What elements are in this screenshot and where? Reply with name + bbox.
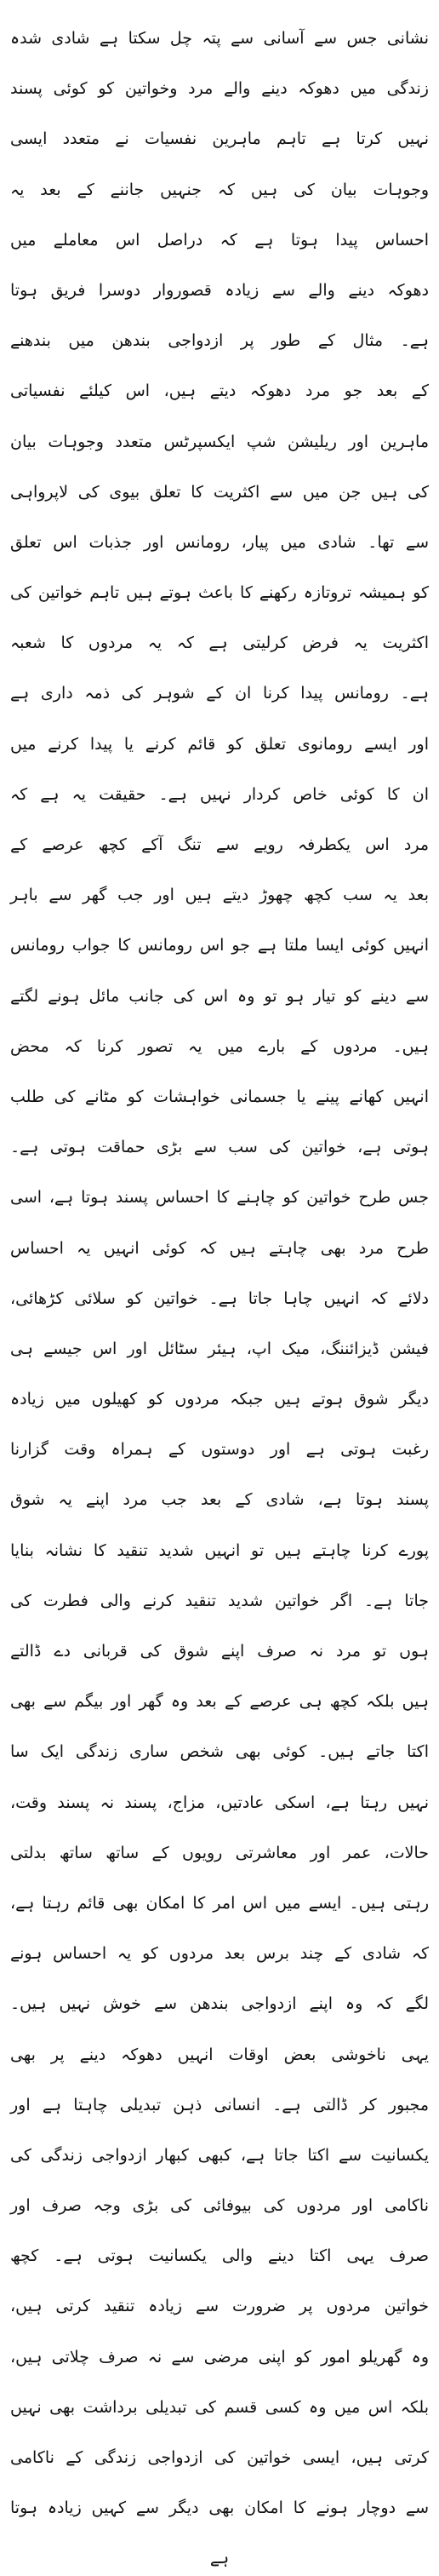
article-line: بلکہ اس میں وہ کسی قسم کی تبدیلی برداشت بھی نہیں bbox=[10, 2397, 429, 2417]
article-line: مجبور کر ڈالتی ہے۔ انسانی ذہن تبدیلی چاہتا ہے اور bbox=[10, 2095, 429, 2114]
article-line: یہی ناخوشی بعض اوقات انہیں دھوکہ دینے پر بھی bbox=[10, 2045, 429, 2064]
article-line: انہیں کھانے پینے یا جسمانی خواہشات کو مٹانے کی طلب bbox=[10, 1087, 429, 1106]
article-line: رغبت ہوتی ہے اور دوستوں کے ہمراہ وقت گزارنا bbox=[10, 1440, 429, 1460]
article-line: اکثریت یہ فرض کرلیتی ہے کہ یہ مردوں کا شعبہ bbox=[10, 634, 429, 653]
article-line: ہوں تو مرد نہ صرف اپنے شوق کی قربانی دے ڈالتے bbox=[10, 1642, 429, 1661]
article-line: کی ہیں جن میں سے اکثریت کا تعلق بیوی کی لاپرواہی bbox=[10, 482, 429, 502]
article-line: ہے۔ مثال کے طور پر ازدواجی بندھن میں بندھنے bbox=[10, 331, 429, 351]
article-line: سے تھا۔ شادی میں پیار، رومانس اور جذبات اس تعلق bbox=[10, 532, 429, 552]
article-line: رہتی ہیں۔ ایسے میں اس امر کا امکان بھی قائم رہتا ہے، bbox=[10, 1893, 429, 1913]
article-line: اکتا جاتے ہیں۔ کوئی بھی شخص ساری زندگی ایک سا bbox=[10, 1742, 429, 1762]
article-line: ہوتی ہے، خواتین کی سب سے بڑی حماقت ہوتی ہے۔ bbox=[10, 1138, 429, 1157]
article-line: ناکامی اور مردوں کی بیوفائی کی بڑی وجہ صرف اور bbox=[10, 2196, 429, 2216]
article-line: کے بعد جو مرد دھوکہ دیتے ہیں، اس کیلئے نفسیاتی bbox=[10, 382, 429, 401]
article-line: فیشن ڈیزائننگ، میک اپ، ہیئر سٹائل اور اس جیسے ہی bbox=[10, 1339, 429, 1358]
article-line: ہے bbox=[209, 2549, 230, 2568]
article-line: انہیں کوئی ایسا ملتا ہے جو اس رومانس کا جواب رومانس bbox=[10, 936, 429, 955]
article-line: خواتین مردوں پر ضرورت سے زیادہ تنقید کرتی ہیں، bbox=[10, 2297, 429, 2316]
article-line: صرف یہی اکتا دینے والی یکسانیت ہوتی ہے۔ کچھ bbox=[10, 2246, 429, 2266]
article-line: ان کا کوئی خاص کردار نہیں ہے۔ حقیقت یہ ہے کہ bbox=[10, 784, 429, 804]
article-line: بعد یہ سب کچھ چھوڑ دیتے ہیں اور جب گھر سے باہر bbox=[10, 886, 429, 905]
article-line: احساس پیدا ہوتا ہے کہ دراصل اس معاملے میں bbox=[10, 230, 429, 250]
article-line: یکسانیت سے اکتا جاتا ہے، کبھی کبھار ازدواجی زندگی کی bbox=[10, 2145, 429, 2165]
article-line: ہیں۔ مردوں کے بارے میں یہ تصور کرنا کہ محض bbox=[10, 1036, 429, 1056]
article-line: مرد اس یکطرفہ رویے سے تنگ آکے کچھ عرصے کے bbox=[10, 835, 429, 854]
article-line: پورے کرنا چاہتے ہیں تو انہیں شدید تنقید کا نشانہ بنایا bbox=[10, 1540, 429, 1560]
article-line: زندگی میں دھوکہ دینے والے مرد وخواتین کو کوئی پسند bbox=[10, 79, 429, 99]
article-line: اور ایسے رومانوی تعلق کو قائم کرنے یا پیدا کرنے میں bbox=[10, 734, 429, 754]
article-line: دیگر شوق ہوتے ہیں جبکہ مردوں کو کھیلوں میں زیادہ bbox=[10, 1390, 429, 1409]
article-line: وجوہات بیان کی ہیں کہ جنہیں جاننے کے بعد یہ bbox=[10, 180, 429, 199]
article-line: سے دینے کو تیار ہو تو وہ اس کی جانب مائل ہونے لگتے bbox=[10, 986, 429, 1006]
article-line: نہیں رہتا ہے، اسکی عادتیں، مزاج، پسند نہ پسند وقت، bbox=[10, 1793, 429, 1812]
article-line: نشانی جس سے آسانی سے پتہ چل سکتا ہے شادی شدہ bbox=[10, 29, 429, 48]
article-line: جاتا ہے۔ اگر خواتین شدید تنقید کرنے والی فطرت کی bbox=[10, 1591, 429, 1610]
article-line: سے دوچار ہونے کا امکان بھی دیگر سے کہیں زیادہ ہوتا bbox=[10, 2499, 429, 2518]
article-line: نہیں کرتا ہے تاہم ماہرین نفسیات نے متعدد ایسی bbox=[10, 129, 429, 149]
article-line: کہ شادی کے چند برس بعد مردوں کو یہ احساس ہونے bbox=[10, 1944, 429, 1964]
article-line: دھوکہ دینے والے سے زیادہ قصوروار دوسرا فریق ہوتا bbox=[10, 280, 429, 300]
article-line: جس طرح خواتین کو چاہنے کا احساس پسند ہوتا ہے، اسی bbox=[10, 1188, 429, 1208]
article-line: پسند ہوتا ہے، شادی کے بعد جب مرد اپنے یہ شوق bbox=[10, 1490, 429, 1510]
article-line: کرتی ہیں، ایسی خواتین کی ازدواجی زندگی کے ناکامی bbox=[10, 2448, 429, 2467]
article-line: ماہرین اور ریلیشن شپ ایکسپرٹس متعدد وجوہات بیان bbox=[10, 432, 429, 451]
article-line: طرح مرد بھی چاہتے ہیں کہ کوئی انہیں یہ احساس bbox=[10, 1238, 429, 1258]
article-line: حالات، عمر اور معاشرتی رویوں کے ساتھ ساتھ بدلتی bbox=[10, 1843, 429, 1862]
article-line: کو ہمیشہ تروتازہ رکھنے کا باعث ہوتے ہیں تاہم خواتین کی bbox=[10, 583, 429, 603]
article-line: ہیں بلکہ کچھ ہی عرصے کے بعد وہ گھر اور بیگم سے بھی bbox=[10, 1692, 429, 1712]
article-line: ہے۔ رومانس پیدا کرنا ان کے شوہر کی ذمہ داری ہے bbox=[10, 684, 429, 703]
article-line: لگے کہ وہ اپنے ازدواجی بندھن سے خوش نہیں ہیں۔ bbox=[10, 1994, 429, 2014]
article-line: دلائے کہ انہیں چاہا جاتا ہے۔ خواتین کو سلائی کڑھائی، bbox=[10, 1288, 429, 1308]
article-line: وہ گھریلو امور کو اپنی مرضی سے نہ صرف چلاتی ہیں، bbox=[10, 2347, 429, 2367]
